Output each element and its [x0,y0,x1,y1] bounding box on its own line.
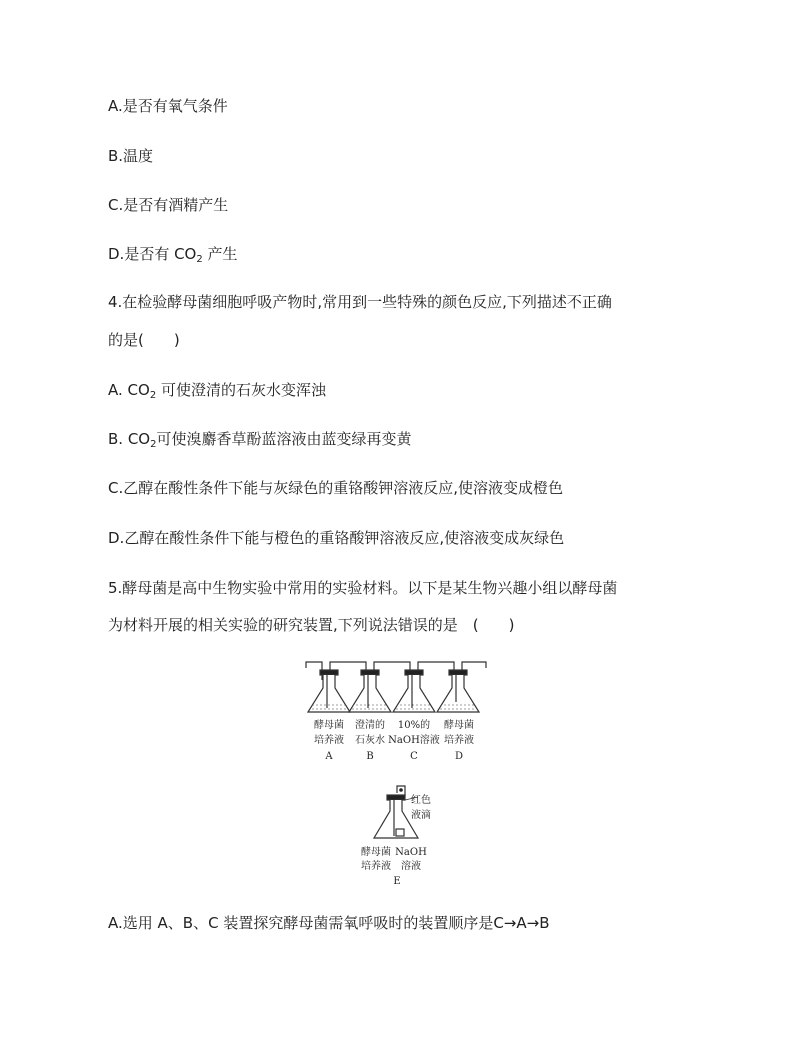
q5-stem-line2: 为材料开展的相关实验的研究装置,下列说法错误的是 ( ) [108,616,515,634]
option-q3-b: B.温度 [108,147,154,165]
flask-c-label-2: NaOH溶液 [388,735,440,746]
option-q4-a-post: 可使澄清的石灰水变浑浊 [156,381,326,399]
flask-e-letter: E [393,876,401,887]
flask-d-label-1: 酵母菌 [444,720,474,731]
flask-b-label-2: 石灰水 [355,735,385,746]
flask-e-drop-label-1: 红色 [411,795,431,806]
flask-d-label-2: 培养液 [444,735,474,746]
option-q5-a: A.选用 A、B、C 装置探究酵母菌需氧呼吸时的装置顺序是C→A→B [108,914,550,932]
flask-c [393,670,435,712]
flask-d [437,670,479,712]
option-q4-c: C.乙醇在酸性条件下能与灰绿色的重铬酸钾溶液反应,使溶液变成橙色 [108,479,564,497]
flask-e-left-label-2: 培养液 [361,861,391,872]
option-q4-a-sub: 2 [149,390,157,401]
flask-e-right-label-1: NaOH [395,847,427,858]
option-q3-c: C.是否有酒精产生 [108,196,229,214]
flask-d-letter: D [454,751,464,762]
q4-stem-line1: 4.在检验酵母菌细胞呼吸产物时,常用到一些特殊的颜色反应,下列描述不正确 [108,293,612,311]
option-q4-a-pre: A. CO [108,381,150,399]
flask-b-label-1: 澄清的 [355,720,385,731]
option-q3-d-post: 产生 [202,245,238,263]
flask-a-label-2: 培养液 [314,735,344,746]
q5-stem-line1: 5.酵母菌是高中生物实验中常用的实验材料。以下是某生物兴趣小组以酵母菌 [108,579,618,597]
flask-e-left-label-1: 酵母菌 [361,847,391,858]
option-q4-b-sub: 2 [150,439,157,450]
q4-stem-line2: 的是( ) [108,331,180,349]
red-drop-icon [399,788,403,792]
option-q4-b-pre: B. CO [108,430,151,448]
flask-a-letter: A [325,751,333,762]
option-q4-b-post: 可使溴麝香草酚蓝溶液由蓝变绿再变黄 [156,430,412,448]
flask-a-label-1: 酵母菌 [314,720,344,731]
flask-c-letter: C [410,751,418,762]
flask-a [308,670,350,712]
option-q4-d: D.乙醇在酸性条件下能与橙色的重铬酸钾溶液反应,使溶液变成灰绿色 [108,529,565,547]
flask-b-letter: B [366,751,374,762]
option-q3-d-pre: D.是否有 CO [108,245,197,263]
flask-c-label-1: 10%的 [397,720,431,731]
flask-b [349,670,391,712]
flask-e-right-label-2: 溶液 [401,861,421,872]
flask-e-drop-label-2: 液滴 [411,810,431,821]
option-q3-d-sub: 2 [196,254,203,265]
option-q3-a: A.是否有氧气条件 [108,97,228,115]
